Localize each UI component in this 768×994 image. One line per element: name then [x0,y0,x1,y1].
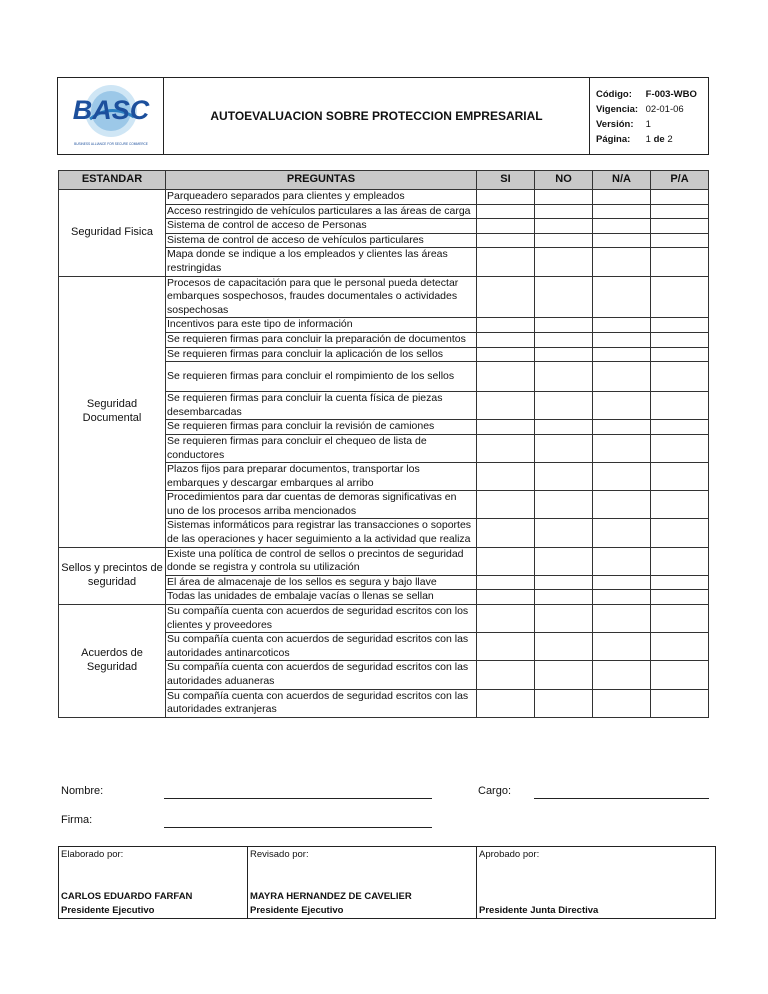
answer-pa-cell[interactable] [651,689,709,717]
answer-si-cell[interactable] [477,332,535,347]
answer-na-cell[interactable] [593,633,651,661]
answer-si-cell[interactable] [477,219,535,234]
answer-si-cell[interactable] [477,689,535,717]
question-cell: Se requieren firmas para concluir la aplicación de los sellos [166,347,477,362]
elaborado-role: Presidente Ejecutivo [61,905,155,916]
answer-si-cell[interactable] [477,547,535,575]
answer-pa-cell[interactable] [651,362,709,392]
answer-pa-cell[interactable] [651,392,709,420]
answer-si-cell[interactable] [477,392,535,420]
answer-si-cell[interactable] [477,575,535,590]
answer-si-cell[interactable] [477,519,535,547]
answer-pa-cell[interactable] [651,420,709,435]
answer-na-cell[interactable] [593,248,651,276]
answer-na-cell[interactable] [593,605,651,633]
table-row [59,547,709,575]
question-cell: Su compañía cuenta con acuerdos de seguridad escritos con las autoridades aduaneras [166,661,477,689]
answer-pa-cell[interactable] [651,463,709,491]
answer-pa-cell[interactable] [651,276,709,318]
answer-si-cell[interactable] [477,347,535,362]
aprobado-cell [477,847,716,919]
answer-na-cell[interactable] [593,392,651,420]
answer-no-cell[interactable] [535,689,593,717]
col-header-si: SI [477,171,535,190]
answer-no-cell[interactable] [535,463,593,491]
question-cell: Su compañía cuenta con acuerdos de seguridad escritos con las autoridades extranjeras [166,689,477,717]
answer-pa-cell[interactable] [651,347,709,362]
answer-no-cell[interactable] [535,190,593,205]
question-cell: Procedimientos para dar cuentas de demoras significativas en uno de los procesos arriba mencionados [166,491,477,519]
answer-na-cell[interactable] [593,276,651,318]
answer-na-cell[interactable] [593,519,651,547]
question-cell: Incentivos para este tipo de información [166,318,477,333]
answer-na-cell[interactable] [593,347,651,362]
answer-si-cell[interactable] [477,633,535,661]
answer-no-cell[interactable] [535,547,593,575]
answer-na-cell[interactable] [593,318,651,333]
answer-na-cell[interactable] [593,362,651,392]
question-cell: El área de almacenaje de los sellos es segura y bajo llave [166,575,477,590]
answer-no-cell[interactable] [535,633,593,661]
answer-na-cell[interactable] [593,434,651,462]
answer-no-cell[interactable] [535,491,593,519]
questionnaire-table [58,170,709,718]
revisado-name: MAYRA HERNANDEZ DE CAVELIER [250,891,412,902]
answer-si-cell[interactable] [477,204,535,219]
approval-table [58,846,716,919]
answer-no-cell[interactable] [535,434,593,462]
question-cell: Su compañía cuenta con acuerdos de seguridad escritos con los clientes y proveedores [166,605,477,633]
answer-no-cell[interactable] [535,661,593,689]
answer-pa-cell[interactable] [651,233,709,248]
answer-na-cell[interactable] [593,661,651,689]
answer-si-cell[interactable] [477,190,535,205]
revisado-role: Presidente Ejecutivo [250,905,344,916]
answer-na-cell[interactable] [593,689,651,717]
answer-no-cell[interactable] [535,519,593,547]
answer-pa-cell[interactable] [651,661,709,689]
col-header-preguntas: PREGUNTAS [166,171,477,190]
codigo-row: Código: F-003-WBO [596,89,697,100]
answer-si-cell[interactable] [477,362,535,392]
col-header-estandar: ESTANDAR [59,171,166,190]
answer-pa-cell[interactable] [651,633,709,661]
answer-pa-cell[interactable] [651,219,709,234]
questionnaire-body [59,190,709,718]
answer-si-cell[interactable] [477,661,535,689]
table-row [59,190,709,205]
answer-si-cell[interactable] [477,463,535,491]
basc-logo [70,81,152,151]
answer-no-cell[interactable] [535,362,593,392]
answer-no-cell[interactable] [535,332,593,347]
answer-pa-cell[interactable] [651,248,709,276]
answer-no-cell[interactable] [535,392,593,420]
question-cell: Mapa donde se indique a los empleados y clientes las áreas restringidas [166,248,477,276]
answer-na-cell[interactable] [593,233,651,248]
document-meta [590,78,708,154]
answer-si-cell[interactable] [477,590,535,605]
answer-no-cell[interactable] [535,420,593,435]
question-cell: Sistema de control de acceso de vehículos particulares [166,233,477,248]
question-cell: Se requieren firmas para concluir la cuenta física de piezas desembarcadas [166,392,477,420]
version-row: Versión: 1 [596,119,651,130]
answer-na-cell[interactable] [593,491,651,519]
nombre-line[interactable] [164,798,432,799]
answer-na-cell[interactable] [593,204,651,219]
question-cell: Se requieren firmas para concluir el rompimiento de los sellos [166,362,477,392]
table-row [59,276,709,318]
question-cell: Procesos de capacitación para que le personal pueda detectar embarques sospechosos, fraudes documentales o actividades sospechosas [166,276,477,318]
answer-pa-cell[interactable] [651,204,709,219]
pagina-row: Página: 1 de 2 [596,134,673,145]
answer-pa-cell[interactable] [651,491,709,519]
answer-no-cell[interactable] [535,233,593,248]
nombre-label: Nombre: [61,785,104,797]
answer-no-cell[interactable] [535,318,593,333]
logo-cell [58,78,164,154]
answer-si-cell[interactable] [477,420,535,435]
standard-cell: Sellos y precintos de seguridad [59,547,166,604]
cargo-label: Cargo: [478,785,512,797]
answer-pa-cell[interactable] [651,590,709,605]
answer-pa-cell[interactable] [651,434,709,462]
table-header-row [59,171,709,190]
firma-label: Firma: [61,814,93,826]
vigencia-row: Vigencia: 02-01-06 [596,104,684,115]
logo-text: BASC [72,95,149,125]
col-header-pa: P/A [651,171,709,190]
standard-cell: Acuerdos de Seguridad [59,605,166,718]
aprobado-role: Presidente Junta Directiva [479,905,599,916]
question-cell: Parqueadero separados para clientes y empleados [166,190,477,205]
answer-no-cell[interactable] [535,347,593,362]
document-header [57,77,709,155]
elaborado-name: CARLOS EDUARDO FARFAN [61,891,193,902]
col-header-no: NO [535,171,593,190]
question-cell: Se requieren firmas para concluir el chequeo de lista de conductores [166,434,477,462]
answer-no-cell[interactable] [535,219,593,234]
answer-na-cell[interactable] [593,463,651,491]
answer-na-cell[interactable] [593,547,651,575]
answer-na-cell[interactable] [593,575,651,590]
revisado-label: Revisado por: [250,849,309,860]
answer-si-cell[interactable] [477,491,535,519]
answer-si-cell[interactable] [477,248,535,276]
col-header-na: N/A [593,171,651,190]
answer-si-cell[interactable] [477,276,535,318]
answer-si-cell[interactable] [477,434,535,462]
answer-na-cell[interactable] [593,332,651,347]
answer-na-cell[interactable] [593,190,651,205]
answer-na-cell[interactable] [593,590,651,605]
page-title: AUTOEVALUACION SOBRE PROTECCION EMPRESARIAL [164,78,590,154]
standard-cell: Seguridad Fisica [59,190,166,277]
cargo-line[interactable] [534,798,709,799]
revisado-cell [248,847,477,919]
elaborado-label: Elaborado por: [61,849,124,860]
answer-no-cell[interactable] [535,276,593,318]
answer-no-cell[interactable] [535,248,593,276]
answer-si-cell[interactable] [477,318,535,333]
answer-pa-cell[interactable] [651,190,709,205]
answer-pa-cell[interactable] [651,519,709,547]
elaborado-cell [59,847,248,919]
answer-pa-cell[interactable] [651,575,709,590]
question-cell: Acceso restringido de vehículos particulares a las áreas de carga [166,204,477,219]
question-cell: Se requieren firmas para concluir la preparación de documentos [166,332,477,347]
question-cell: Todas las unidades de embalaje vacías o llenas se sellan [166,590,477,605]
answer-no-cell[interactable] [535,204,593,219]
question-cell: Se requieren firmas para concluir la revisión de camiones [166,420,477,435]
answer-no-cell[interactable] [535,590,593,605]
answer-si-cell[interactable] [477,233,535,248]
answer-no-cell[interactable] [535,605,593,633]
firma-line[interactable] [164,827,432,828]
aprobado-label: Aprobado por: [479,849,540,860]
standard-cell: Seguridad Documental [59,276,166,547]
question-cell: Sistema de control de acceso de Personas [166,219,477,234]
answer-pa-cell[interactable] [651,605,709,633]
logo-tagline: BUSINESS ALLIANCE FOR SECURE COMMERCE [73,142,148,146]
answer-si-cell[interactable] [477,605,535,633]
answer-na-cell[interactable] [593,420,651,435]
table-row [59,605,709,633]
question-cell: Plazos fijos para preparar documentos, transportar los embarques y descargar embarques al arribo [166,463,477,491]
answer-pa-cell[interactable] [651,318,709,333]
question-cell: Sistemas informáticos para registrar las transacciones o soportes de las operaciones y hacer seguimiento a la actividad que realiza [166,519,477,547]
answer-na-cell[interactable] [593,219,651,234]
answer-pa-cell[interactable] [651,547,709,575]
question-cell: Existe una política de control de sellos o precintos de seguridad donde se registra y controla su utilización [166,547,477,575]
question-cell: Su compañía cuenta con acuerdos de seguridad escritos con las autoridades antinarcoticos [166,633,477,661]
answer-no-cell[interactable] [535,575,593,590]
answer-pa-cell[interactable] [651,332,709,347]
